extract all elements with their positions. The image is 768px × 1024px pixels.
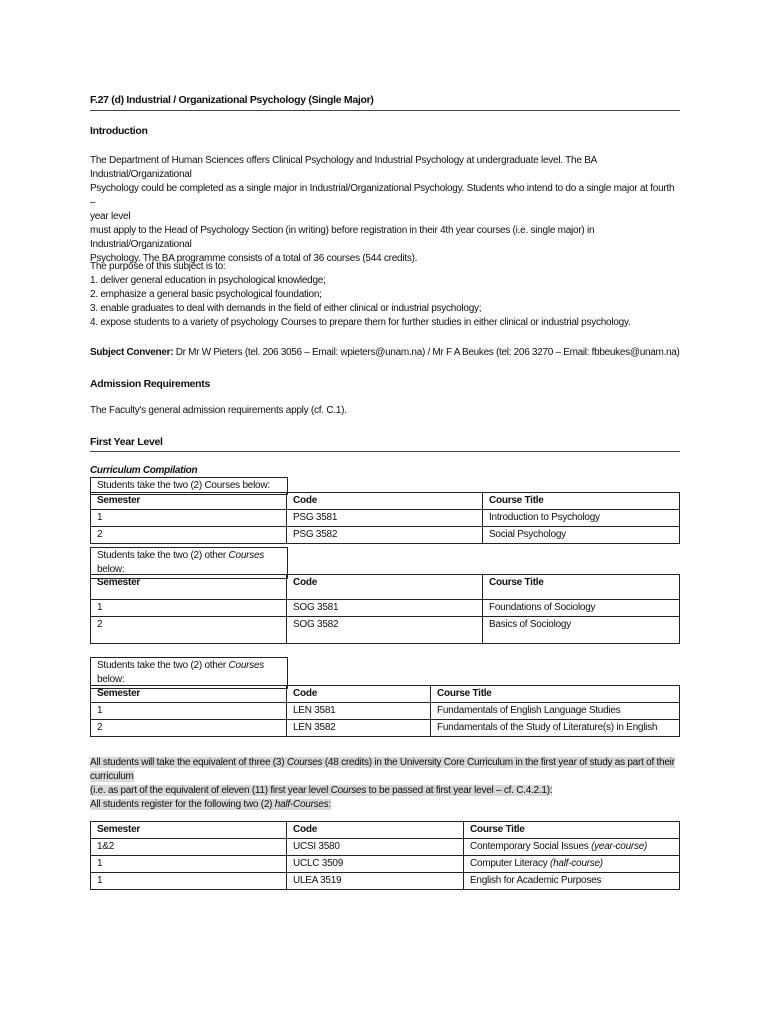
- table1-caption-text: Students take the two (2) Courses below:: [91, 478, 288, 495]
- subject-convener: [90, 346, 690, 360]
- intro-line: must apply to the Head of Psychology Section (in writing) before registration in their 4th year courses (i.e. single major) in: [90, 225, 595, 236]
- header-course-title: Course Title: [483, 493, 680, 510]
- header-course-title: Course Title: [431, 686, 680, 703]
- table-row: [91, 703, 680, 720]
- cell-title: Social Psychology: [483, 527, 680, 544]
- admission-text: The Faculty's general admission requirements apply (cf. C.1).: [90, 405, 347, 416]
- header-code: Code: [287, 686, 431, 703]
- intro-line: The Department of Human Sciences offers Clinical Psychology and Industrial Psychology at undergraduate level. The BA: [90, 155, 598, 166]
- table-header-row: [91, 822, 680, 839]
- header-semester: Semester: [91, 493, 287, 510]
- caption-text: Students take the two (2) other: [97, 550, 229, 561]
- cell-semester: 1: [91, 856, 287, 873]
- header-course-title: Course Title: [483, 575, 680, 600]
- cell-semester: 1: [91, 600, 287, 617]
- cell-code: UCLC 3509: [287, 856, 464, 873]
- cell-code: UCSI 3580: [287, 839, 464, 856]
- introduction-heading: Introduction: [90, 125, 148, 137]
- sociology-courses-table: [90, 574, 680, 644]
- table-row: [91, 600, 680, 617]
- cell-semester: 1&2: [91, 839, 287, 856]
- purpose-item: 4. expose students to a variety of psychology Courses to prepare them for further studies in either clinical or industrial psychology.: [90, 317, 631, 328]
- header-semester: Semester: [91, 575, 287, 600]
- purpose-intro: The purpose of this subject is to:: [90, 261, 226, 272]
- cell-code: PSG 3582: [287, 527, 483, 544]
- core-line-3: (i.e. as part of the equivalent of eleven (11) first year level Courses to be passed at first year level – cf. C.4.2.1):: [90, 785, 553, 796]
- convener-label: Subject Convener:: [90, 347, 174, 358]
- purpose-item: 3. enable graduates to deal with demands in the field of either clinical or industrial psychology;: [90, 303, 482, 314]
- cell-title: Foundations of Sociology: [483, 600, 680, 617]
- header-course-title: Course Title: [464, 822, 680, 839]
- cell-semester: 1: [91, 873, 287, 890]
- table-row: [91, 510, 680, 527]
- cell-semester: 2: [91, 527, 287, 544]
- cell-title: English for Academic Purposes: [464, 873, 680, 890]
- table-row: [91, 720, 680, 737]
- core-courses-table: [90, 821, 680, 890]
- intro-line: year level: [90, 211, 131, 222]
- cell-code: SOG 3581: [287, 600, 483, 617]
- table-header-row: [91, 686, 680, 703]
- cell-title: Fundamentals of the Study of Literature(s) in English: [431, 720, 680, 737]
- curriculum-heading: Curriculum Compilation: [90, 465, 198, 476]
- caption-emphasis: Courses: [228, 660, 265, 671]
- cell-semester: 1: [91, 510, 287, 527]
- intro-line: Psychology. The BA programme consists of a total of 36 courses (544 credits).: [90, 253, 418, 264]
- section-divider: [90, 451, 680, 452]
- cell-title: Contemporary Social Issues (year-course): [464, 839, 680, 856]
- cell-title: Basics of Sociology: [483, 617, 680, 644]
- admission-heading: Admission Requirements: [90, 378, 211, 390]
- caption-emphasis: Courses: [228, 550, 265, 561]
- cell-code: LEN 3581: [287, 703, 431, 720]
- table-header-row: [91, 493, 680, 510]
- purpose-item: 1. deliver general education in psychological knowledge;: [90, 275, 326, 286]
- header-code: Code: [287, 575, 483, 600]
- cell-code: PSG 3581: [287, 510, 483, 527]
- header-semester: Semester: [91, 822, 287, 839]
- cell-title: Fundamentals of English Language Studies: [431, 703, 680, 720]
- introduction-paragraph: [90, 154, 680, 266]
- table-row: [91, 527, 680, 544]
- intro-line: Psychology could be completed as a single major in Industrial/Organizational Psychology. Students who intend to do a single major at fourth –: [90, 183, 675, 208]
- cell-semester: 2: [91, 617, 287, 644]
- core-line-2: curriculum: [90, 771, 134, 782]
- table-row: [91, 856, 680, 873]
- intro-line: Industrial/Organizational: [90, 169, 192, 180]
- core-line-1: All students will take the equivalent of three (3) Courses (48 credits) in the University Core Curriculum in the first year of study as part of their: [90, 757, 675, 768]
- header-code: Code: [287, 493, 483, 510]
- caption-text: Students take the two (2) other: [97, 660, 229, 671]
- caption-text: below:: [97, 564, 125, 575]
- convener-details: Dr Mr W Pieters (tel. 206 3056 – Email: wpieters@unam.na) / Mr F A Beukes (tel: 206 3270 – Email: fbbeukes@unam.na): [173, 347, 680, 358]
- intro-line: Industrial/Organizational: [90, 239, 192, 250]
- core-line-4: All students register for the following two (2) half-Courses:: [90, 799, 331, 810]
- header-code: Code: [287, 822, 464, 839]
- cell-code: SOG 3582: [287, 617, 483, 644]
- cell-title: Introduction to Psychology: [483, 510, 680, 527]
- english-courses-table: [90, 685, 680, 737]
- header-semester: Semester: [91, 686, 287, 703]
- core-curriculum-note: [90, 756, 680, 812]
- page-title: F.27 (d) Industrial / Organizational Psychology (Single Major): [90, 93, 680, 111]
- purpose-list: [90, 260, 680, 330]
- cell-code: ULEA 3519: [287, 873, 464, 890]
- caption-text: below:: [97, 674, 125, 685]
- table-row: [91, 839, 680, 856]
- purpose-item: 2. emphasize a general basic psychological foundation;: [90, 289, 322, 300]
- table3-caption-cell: [91, 658, 288, 689]
- psychology-courses-table: [90, 492, 680, 544]
- first-year-heading: First Year Level: [90, 436, 163, 448]
- cell-code: LEN 3582: [287, 720, 431, 737]
- table-row: [91, 617, 680, 644]
- cell-title: Computer Literacy (half-course): [464, 856, 680, 873]
- table-row: [91, 873, 680, 890]
- cell-semester: 2: [91, 720, 287, 737]
- cell-semester: 1: [91, 703, 287, 720]
- table-header-row: [91, 575, 680, 600]
